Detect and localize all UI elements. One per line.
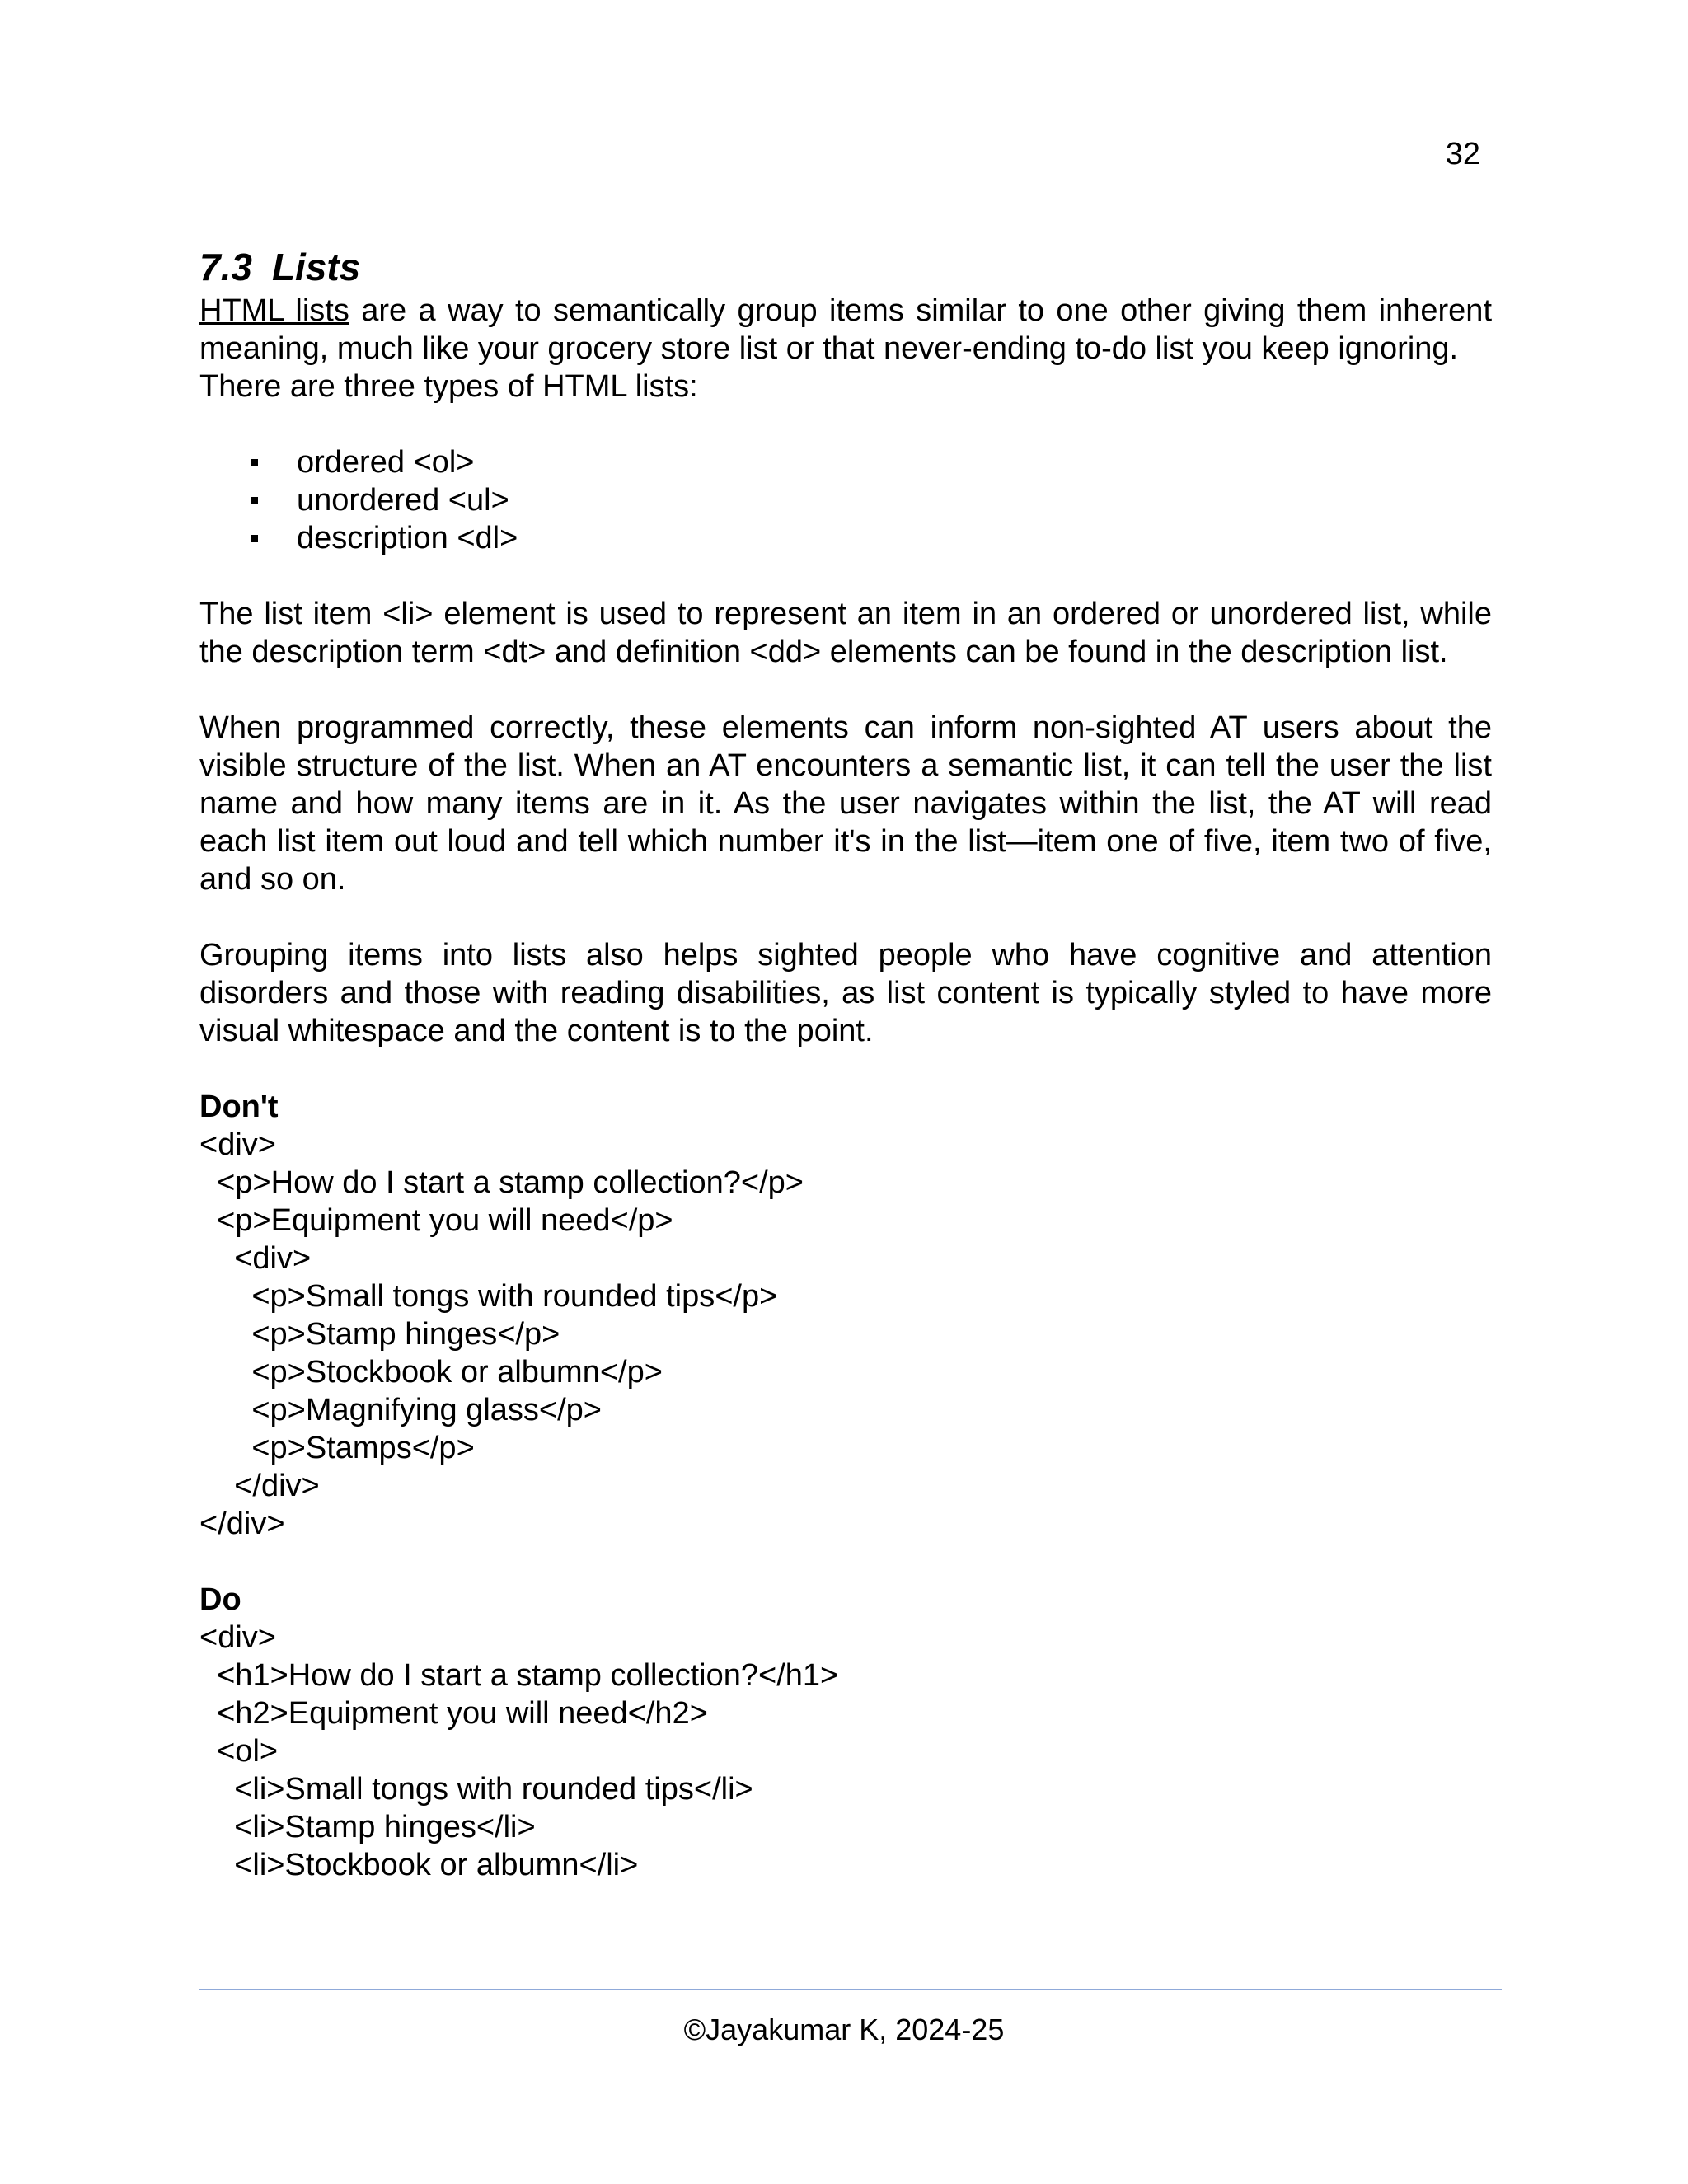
spacer — [199, 557, 1492, 595]
code-line: <p>Stamp hinges</p> — [199, 1317, 560, 1352]
list-item-label: ordered <ol> — [297, 445, 475, 480]
spacer — [199, 898, 1492, 936]
dont-label: Don't — [199, 1090, 279, 1124]
section-number: 7.3 — [199, 246, 252, 288]
page-content — [199, 244, 1492, 1884]
code-line: <div> — [199, 1127, 276, 1162]
list-item — [244, 481, 1492, 519]
footer-divider — [199, 1989, 1502, 1990]
spacer — [199, 671, 1492, 709]
list-item — [244, 443, 1492, 481]
section-title: Lists — [271, 246, 361, 288]
paragraph-assistive-tech: When programmed correctly, these elements can inform non-sighted AT users about the visible structure of the list. When an AT encounters a semantic list, it can tell the user the list name and how many items are in it. As the user navigates within the list, the AT will read each list item out loud and tell which number it's in the list—item one of five, item two of five, and so on. — [199, 710, 1492, 897]
code-line: </div> — [199, 1507, 285, 1541]
list-item-label: description <dl> — [297, 521, 518, 555]
code-line: <p>Equipment you will need</p> — [199, 1203, 673, 1238]
code-line: <p>Stamps</p> — [199, 1431, 475, 1465]
code-line: <li>Small tongs with rounded tips</li> — [199, 1772, 753, 1807]
footer-copyright: ©Jayakumar K, 2024-25 — [683, 2013, 1005, 2046]
code-line: <p>How do I start a stamp collection?</p> — [199, 1165, 804, 1200]
square-bullet-icon — [251, 497, 258, 504]
intro-paragraph — [199, 292, 1492, 368]
spacer — [199, 1543, 1492, 1581]
spacer — [199, 1050, 1492, 1088]
code-line: <li>Stamp hinges</li> — [199, 1810, 536, 1844]
code-line: <h2>Equipment you will need</h2> — [199, 1696, 708, 1731]
code-line: <p>Small tongs with rounded tips</p> — [199, 1279, 778, 1314]
intro-text: are a way to semantically group items similar to one other giving them inherent meaning, much like your grocery store list or that never-ending to-do list you keep ignoring. — [199, 293, 1492, 366]
code-line: <p>Stockbook or albumn</p> — [199, 1355, 663, 1390]
list-item — [244, 519, 1492, 557]
code-line: </div> — [199, 1469, 320, 1503]
code-line: <li>Stockbook or albumn</li> — [199, 1848, 639, 1882]
paragraph-cognitive: Grouping items into lists also helps sighted people who have cognitive and attention disorders and those with reading disabilities, as list content is typically styled to have more visual whitespace and the content is to the point. — [199, 938, 1492, 1048]
list-types — [199, 443, 1492, 557]
do-code-block — [199, 1619, 1492, 1884]
code-line: <div> — [199, 1241, 312, 1276]
code-line: <ol> — [199, 1734, 279, 1769]
dont-code-block — [199, 1126, 1492, 1543]
square-bullet-icon — [251, 459, 258, 466]
list-item-label: unordered <ul> — [297, 483, 509, 518]
html-lists-link[interactable]: HTML lists — [199, 293, 349, 328]
spacer — [199, 405, 1492, 443]
code-line: <p>Magnifying glass</p> — [199, 1393, 602, 1427]
code-line: <div> — [199, 1620, 276, 1655]
section-heading — [199, 244, 1492, 290]
paragraph-list-elements: The list item <li> element is used to represent an item in an ordered or unordered list, while the description term <dt> and definition <dd> elements can be found in the description list. — [199, 597, 1492, 669]
types-intro: There are three types of HTML lists: — [199, 369, 698, 404]
code-line: <h1>How do I start a stamp collection?</h1> — [199, 1658, 839, 1693]
do-label: Do — [199, 1582, 241, 1617]
page-number: 32 — [1445, 137, 1480, 171]
square-bullet-icon — [251, 535, 258, 542]
